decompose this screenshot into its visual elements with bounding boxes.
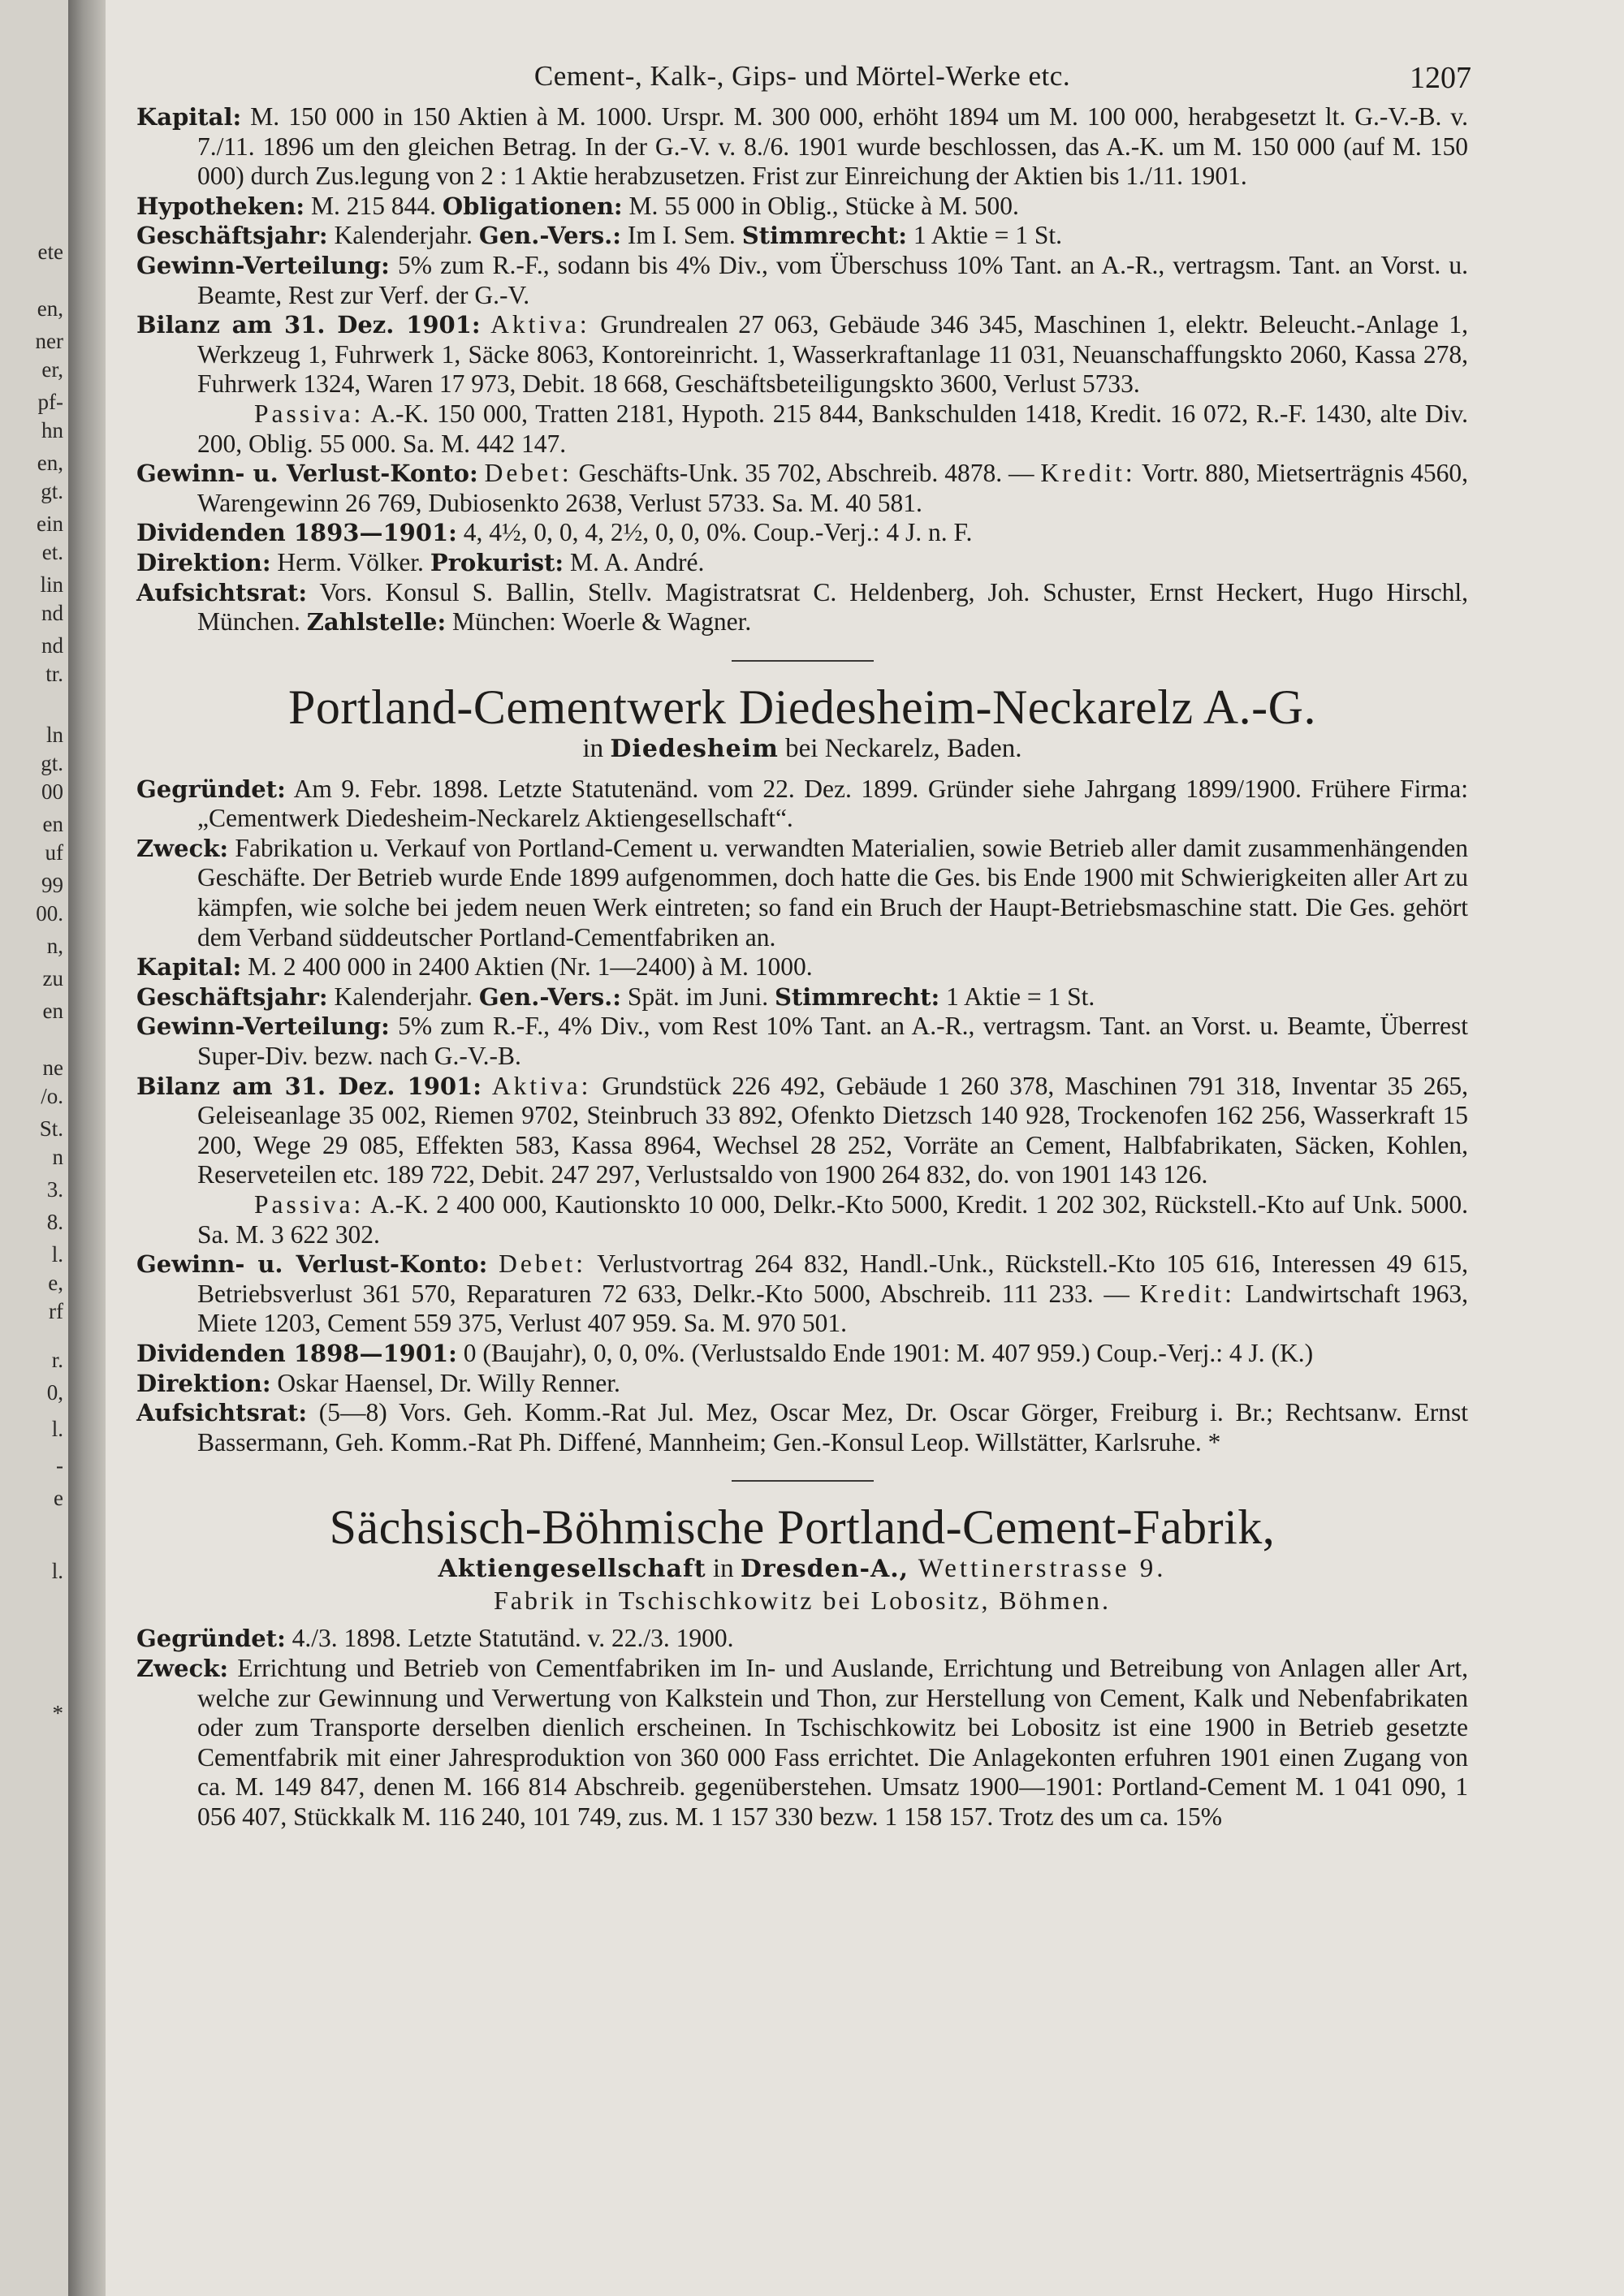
gegruendet-text: 4./3. 1898. Letzte Statutänd. v. 22./3. 1900. <box>285 1624 734 1653</box>
gewinn-verteilung-text: 5% zum R.-F., sodann bis 4% Div., vom Überschuss 10% Tant. an A.-R., vertragsm. Tant. an Vorst. u. Beamte, Rest zur Verf. der G.-V. <box>197 250 1468 309</box>
previous-page-fragment: rf <box>49 1299 63 1323</box>
zahlstelle-text: München: Woerle & Wagner. <box>446 607 752 637</box>
gewinn-konto-entry <box>136 1249 1468 1339</box>
aufsichtsrat-key: Aufsichtsrat: <box>136 1399 308 1427</box>
aktiva-text: Grundrealen 27 063, Gebäude 346 345, Maschinen 1, elektr. Beleucht.-Anlage 1, Werkzeug 1, Fuhrwerk 1, Säcke 8063, Kontoreinricht. 1, Wasserkraftanlage 11 031, Neuanschaffungskto 2060, Kassa 278, Fuhrwerk 1324, Waren 17 973, Debit. 18 668, Geschäftsbeteiligungskto 3600, Verlust 5733. <box>197 310 1468 399</box>
geschaeftsjahr-text: Kalenderjahr. <box>327 982 479 1011</box>
kapital-key: Kapital: <box>136 103 242 131</box>
dividenden-key: Dividenden 1893—1901: <box>136 519 457 547</box>
geschaeftsjahr-key: Geschäftsjahr: <box>136 222 328 250</box>
gen-vers-text: Im I. Sem. <box>620 221 742 250</box>
aufsichtsrat-entry <box>136 1398 1468 1457</box>
previous-page-fragment: /o. <box>41 1084 63 1108</box>
direktion-entry <box>136 1369 1468 1399</box>
previous-page-fragment: n, <box>46 934 63 958</box>
direktion-text: Herm. Völker. <box>270 547 430 576</box>
kapital-entry <box>136 952 1468 982</box>
gewinn-verteilung-entry <box>136 251 1468 310</box>
gegruendet-key: Gegründet: <box>136 1625 286 1653</box>
gegruendet-entry <box>136 775 1468 834</box>
previous-page-fragment: ner <box>35 329 63 353</box>
dividenden-key: Dividenden 1898—1901: <box>136 1339 457 1367</box>
previous-page-fragment: 8. <box>46 1210 63 1234</box>
previous-page-fragment: - <box>56 1453 63 1478</box>
gewinn-konto-entry <box>136 459 1468 518</box>
previous-page-fragment: en, <box>37 296 63 321</box>
location-prefix: in <box>582 733 611 763</box>
previous-page-fragment: uf <box>45 840 63 865</box>
gegruendet-entry <box>136 1624 1468 1654</box>
previous-page-fragment: tr. <box>45 662 63 686</box>
previous-page-fragment: * <box>52 1701 63 1725</box>
gewinn-verteilung-entry <box>136 1012 1468 1071</box>
previous-page-fragment: ete <box>37 240 63 264</box>
zweck-entry <box>136 834 1468 952</box>
company-address <box>136 1553 1468 1585</box>
dividenden-entry <box>136 518 1468 548</box>
kredit-text: Vortr. 880, Mietserträgnis 4560, Warengewinn 26 769, Dubiosenkto 2638, Verlust 5733. Sa. M. 40 581. <box>197 459 1468 517</box>
hypotheken-key: Hypotheken: <box>136 192 305 220</box>
previous-page-fragment: ln <box>45 723 63 747</box>
direktion-key: Direktion: <box>136 548 271 576</box>
obligationen-text: M. 55 000 in Oblig., Stücke à M. 500. <box>622 191 1019 220</box>
bilanz-key: Bilanz am 31. Dez. 1901: <box>136 1072 482 1100</box>
bilanz-key: Bilanz am 31. Dez. 1901: <box>136 311 481 339</box>
previous-page-edge <box>0 0 68 2296</box>
direktion-entry <box>136 548 1468 578</box>
gewinn-verteilung-key: Gewinn-Verteilung: <box>136 1012 390 1041</box>
hypotheken-text: M. 215 844. <box>304 191 443 220</box>
previous-page-fragment: et. <box>41 540 63 564</box>
company-form: Aktiengesellschaft <box>438 1555 706 1584</box>
passiva-label: Passiva: <box>254 1190 365 1219</box>
geschaeftsjahr-entry <box>136 982 1468 1012</box>
prokurist-key: Prokurist: <box>430 548 564 576</box>
running-header <box>136 57 1471 102</box>
gen-vers-key: Gen.-Vers.: <box>478 222 621 250</box>
previous-page-fragment: 99 <box>41 873 63 897</box>
previous-page-fragment: e, <box>48 1271 63 1295</box>
previous-page-fragment: zu <box>42 966 63 990</box>
debet-text: Verlustvortrag 264 832, Handl.-Unk., Rückstell.-Kto 105 616, Interessen 49 615, Betriebsverlust 361 570, Reparaturen 72 633, Delkr.-Kto 5000, Abschreib. 111 233. — <box>197 1249 1468 1308</box>
previous-page-fragment: r. <box>51 1348 63 1372</box>
aufsichtsrat-text: (5—8) Vors. Geh. Komm.-Rat Jul. Mez, Oscar Mez, Dr. Oscar Görger, Freiburg i. Br.; Rechtsanw. Ernst Bassermann, Geh. Komm.-Rat Ph. Diffené, Mannheim; Gen.-Konsul Leop. Willstätter, Karlsruhe. * <box>197 1398 1468 1457</box>
gewinn-verteilung-text: 5% zum R.-F., 4% Div., vom Rest 10% Tant. an A.-R., vertragsm. Tant. an Vorst. u. Beamte, Überrest Super-Div. bezw. nach G.-V.-B. <box>197 1012 1468 1071</box>
kredit-text: Landwirtschaft 1963, Miete 1203, Cement 559 375, Verlust 407 959. Sa. M. 970 501. <box>197 1279 1468 1338</box>
zahlstelle-key: Zahlstelle: <box>306 608 447 637</box>
address-in: in <box>706 1554 741 1584</box>
gen-vers-key: Gen.-Vers.: <box>478 982 621 1011</box>
kapital-text: M. 2 400 000 in 2400 Aktien (Nr. 1—2400) à M. 1000. <box>241 952 813 982</box>
stimmrecht-key: Stimmrecht: <box>774 982 940 1011</box>
previous-page-fragment: 00. <box>36 901 63 926</box>
direktion-key: Direktion: <box>136 1369 271 1397</box>
gen-vers-text: Spät. im Juni. <box>620 982 775 1011</box>
aktiva-label: Aktiva: <box>491 1071 592 1100</box>
previous-page-fragment: n <box>52 1145 63 1169</box>
company-entry-saechsisch-boehmische <box>136 1501 1468 1832</box>
zweck-entry <box>136 1654 1468 1832</box>
previous-page-fragment: l. <box>51 1559 63 1583</box>
geschaeftsjahr-entry <box>136 221 1468 251</box>
company-title: Sächsisch-Böhmische Portland-Cement-Fabrik, <box>329 1500 1276 1555</box>
dividenden-entry <box>136 1339 1468 1369</box>
section-divider <box>732 660 874 662</box>
running-title: Cement-, Kalk-, Gips- und Mörtel-Werke etc. <box>533 60 1071 92</box>
previous-page-fragment: gt. <box>41 479 63 503</box>
previous-page-fragment: pf- <box>37 390 63 414</box>
page <box>106 0 1624 2296</box>
previous-page-fragment: l. <box>51 1242 63 1267</box>
zweck-key: Zweck: <box>136 834 229 862</box>
obligationen-key: Obligationen: <box>442 192 623 220</box>
factory-location: Fabrik in Tschischkowitz bei Lobositz, Böhmen. <box>494 1586 1111 1616</box>
previous-page-fragment: en, <box>37 451 63 475</box>
dividenden-text: 4, 4½, 0, 0, 4, 2½, 0, 0, 0%. Coup.-Verj.: 4 J. n. F. <box>456 518 973 547</box>
location-suffix: bei Neckarelz, Baden. <box>778 733 1022 763</box>
previous-page-fragment: e <box>54 1486 63 1510</box>
company-title: Portland-Cementwerk Diedesheim-Neckarelz A.-G. <box>288 680 1316 734</box>
geschaeftsjahr-text: Kalenderjahr. <box>327 221 479 250</box>
kapital-entry <box>136 102 1468 192</box>
previous-page-fragment: er, <box>41 357 63 382</box>
aktiva-label: Aktiva: <box>490 310 590 339</box>
aktiva-text: Grundstück 226 492, Gebäude 1 260 378, Maschinen 791 318, Inventar 35 265, Geleiseanlage 35 002, Riemen 9702, Steinbruch 33 892, Ofenkto Dietzsch 140 928, Trockenofen 162 256, Wasserkraft 15 200, Wege 29 085, Effekten 583, Kassa 8964, Wechsel 28 252, Vorräte an Cement, Halbfabrikaten, Säcken, Kohlen, Reserveteilen etc. 189 722, Debit. 247 297, Verlustsaldo von 1900 264 832, do. von 1901 143 126. <box>197 1071 1469 1189</box>
aufsichtsrat-text: Vors. Konsul S. Ballin, Stellv. Magistratsrat C. Heldenberg, Joh. Schuster, Ernst Heckert, Hugo Hirschl, München. <box>197 577 1468 637</box>
zweck-text: Errichtung und Betrieb von Cementfabriken im In- und Auslande, Errichtung und Betreibung von Anlagen aller Art, welche zur Gewinnung und Verwertung von Kalkstein und Thon, zur Herstellung von Cement, Kalk und Nebenfabrikaten oder zum Transporte derselben dienlich erscheinen. In Tschischkowitz bei Lobositz ist eine 1900 in Betrieb gesetzte Cementfabrik mit einer Jahresproduktion von 360 000 Fass errichtet. Die Anlagekonten erfuhren 1901 einen Zugang von ca. M. 149 847, denen M. 166 814 Abschreib. gegenüberstehen. Umsatz 1900—1901: Portland-Cement M. 1 041 090, 1 056 407, Stückkalk M. 116 240, 101 749, zus. M. 1 157 330 bezw. 1 158 157. Trotz des um ca. 15% <box>197 1653 1468 1831</box>
kapital-text: M. 150 000 in 150 Aktien à M. 1000. Urspr. M. 300 000, erhöht 1894 um M. 100 000, herabgesetzt lt. G.-V.-B. v. 7./11. 1896 um den gleichen Betrag. In der G.-V. v. 8./6. 1901 wurde beschlossen, das A.-K. um M. 150 000 (auf M. 150 000) durch Zus.legung von 2 : 1 Aktie herabzusetzen. Frist zur Einreichung der Aktien bis 1./11. 1901. <box>197 102 1468 191</box>
gegruendet-text: Am 9. Febr. 1898. Letzte Statutenänd. vom 22. Dez. 1899. Gründer siehe Jahrgang 1899/1900. Frühere Firma: „Cementwerk Diedesheim-Neckarelz Aktiengesellschaft“. <box>197 774 1468 833</box>
previous-page-fragment: l. <box>51 1417 63 1441</box>
previous-page-fragment: lin <box>40 572 63 597</box>
bilanz-entry <box>136 310 1468 399</box>
debet-label: Debet: <box>499 1249 587 1279</box>
kapital-key: Kapital: <box>136 953 242 982</box>
previous-page-fragment: en <box>42 812 63 836</box>
gewinn-konto-key: Gewinn- u. Verlust-Konto: <box>136 460 478 488</box>
company-entry-diedesheim <box>136 681 1468 1458</box>
gewinn-verteilung-key: Gewinn-Verteilung: <box>136 251 390 279</box>
previous-page-fragment: hn <box>41 418 63 442</box>
section-continued-entry <box>136 102 1468 637</box>
stimmrecht-text: 1 Aktie = 1 St. <box>939 982 1095 1011</box>
kredit-label: Kredit: <box>1040 459 1136 488</box>
bilanz-entry <box>136 1072 1468 1190</box>
kredit-label: Kredit: <box>1139 1279 1235 1308</box>
book-gutter <box>68 0 106 2296</box>
debet-text: Geschäfts-Unk. 35 702, Abschreib. 4878. — <box>572 459 1041 488</box>
aufsichtsrat-key: Aufsichtsrat: <box>136 578 308 606</box>
hypotheken-entry <box>136 192 1468 222</box>
geschaeftsjahr-key: Geschäftsjahr: <box>136 982 328 1011</box>
previous-page-fragment: en <box>42 999 63 1023</box>
previous-page-fragment: nd <box>41 601 63 625</box>
previous-page-fragment: 00 <box>41 779 63 804</box>
previous-page-fragment: nd <box>41 633 63 658</box>
stimmrecht-key: Stimmrecht: <box>741 222 907 250</box>
passiva-label: Passiva: <box>254 399 365 428</box>
stimmrecht-text: 1 Aktie = 1 St. <box>907 221 1063 250</box>
previous-page-fragment: ein <box>37 511 63 536</box>
gegruendet-key: Gegründet: <box>136 775 286 803</box>
aufsichtsrat-entry <box>136 578 1468 637</box>
previous-page-fragment: 0, <box>46 1380 63 1405</box>
passiva-entry <box>136 1190 1468 1249</box>
page-number: 1207 <box>1410 61 1471 95</box>
previous-page-fragment: gt. <box>41 751 63 775</box>
address-city: Dresden-A., <box>740 1555 909 1584</box>
debet-label: Debet: <box>484 459 572 488</box>
passiva-entry <box>136 399 1468 459</box>
section-divider <box>732 1480 874 1482</box>
direktion-text: Oskar Haensel, Dr. Willy Renner. <box>270 1368 620 1397</box>
dividenden-text: 0 (Baujahr), 0, 0, 0%. (Verlustsaldo Ende 1901: M. 407 959.) Coup.-Verj.: 4 J. (K.) <box>456 1338 1314 1367</box>
passiva-text: A.-K. 150 000, Tratten 2181, Hypoth. 215 844, Bankschulden 1418, Kredit. 16 072, R.-F. 1430, alte Div. 200, Oblig. 55 000. Sa. M. 442 147. <box>197 399 1468 458</box>
previous-page-fragment: St. <box>39 1116 63 1141</box>
gewinn-konto-key: Gewinn- u. Verlust-Konto: <box>136 1250 488 1279</box>
location-city: Diedesheim <box>610 734 779 763</box>
zweck-key: Zweck: <box>136 1654 229 1682</box>
previous-page-fragment: ne <box>42 1055 63 1080</box>
passiva-text: A.-K. 2 400 000, Kautionskto 10 000, Delkr.-Kto 5000, Kredit. 1 202 302, Rückstell.-Kto auf Unk. 5000. Sa. M. 3 622 302. <box>197 1190 1468 1249</box>
page-content <box>136 57 1471 1832</box>
previous-page-fragment: 3. <box>46 1177 63 1202</box>
prokurist-text: M. A. André. <box>564 547 705 576</box>
company-location <box>136 733 1468 765</box>
zweck-text: Fabrikation u. Verkauf von Portland-Cement u. verwandten Materialien, sowie Betrieb aller damit zusammenhängenden Geschäfte. Der Betrieb wurde Ende 1899 aufgenommen, doch hatte die Ges. bis Ende 1900 mit Schwierigkeiten aller Art zu kämpfen, wie solche bei jedem neuen Werk eintreten; so fand ein Bruch der Haupt-Betriebsmaschine statt. Die Ges. gehört dem Verband süddeutscher Portland-Cementfabriken an. <box>197 833 1468 952</box>
address-street: Wettinerstrasse 9. <box>909 1554 1167 1584</box>
